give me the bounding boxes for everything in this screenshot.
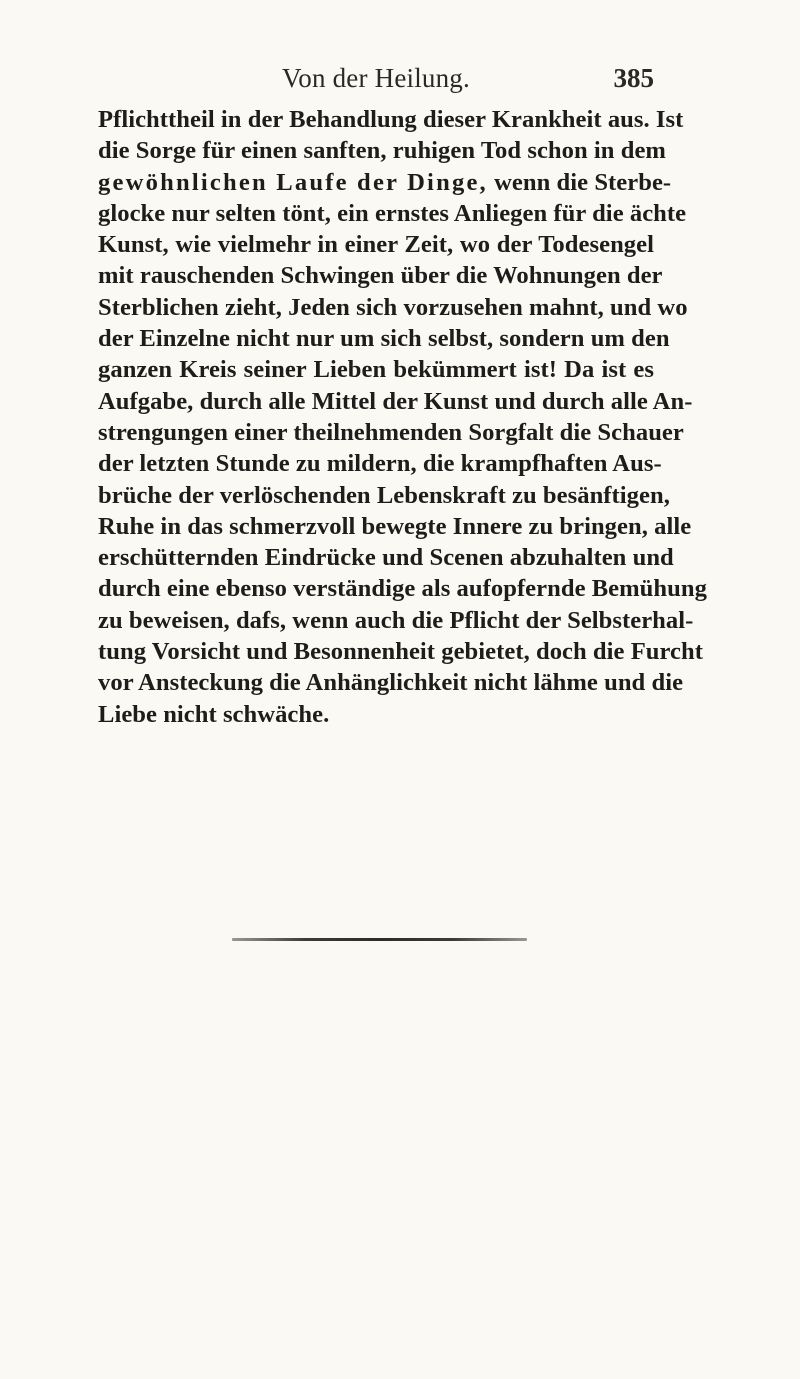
text-line-15: erschütternden Eindrücke und Scenen abzuhalten und <box>98 544 674 572</box>
text-line-17: zu beweisen, dafs, wenn auch die Pflicht der Selbsterhal- <box>98 606 694 634</box>
text-line-5: Kunst, wie vielmehr in einer Zeit, wo der Todesengel <box>98 231 654 259</box>
running-title: Von der Heilung. <box>282 63 470 93</box>
text-line-13: brüche der verlöschenden Lebenskraft zu besänftigen, <box>98 481 670 509</box>
text-line-10: Aufgabe, durch alle Mittel der Kunst und durch alle An- <box>98 387 693 415</box>
page-number: 385 <box>613 63 654 93</box>
body-paragraph <box>98 104 707 730</box>
text-line-12: der letzten Stunde zu mildern, die krampfhaften Aus- <box>98 450 662 478</box>
emphasized-phrase: gewöhnlichen Laufe der Dinge, <box>98 168 488 196</box>
text-line-6: mit rauschenden Schwingen über die Wohnungen der <box>98 262 663 290</box>
running-head <box>98 58 654 98</box>
text-line-16: durch eine ebenso verständige als aufopfernde Bemühung <box>98 575 707 603</box>
text-line-3 <box>98 167 672 198</box>
text-line-20: Liebe nicht schwäche. <box>98 700 330 728</box>
text-line-14: Ruhe in das schmerzvoll bewegte Innere zu bringen, alle <box>98 512 692 540</box>
text-line-19: vor Ansteckung die Anhänglichkeit nicht lähme und die <box>98 669 684 697</box>
text-line-9: ganzen Kreis seiner Lieben bekümmert ist! Da ist es <box>98 356 654 384</box>
text-line-7: Sterblichen zieht, Jeden sich vorzusehen mahnt, und wo <box>98 293 688 321</box>
text-line-4: glocke nur selten tönt, ein ernstes Anliegen für die ächte <box>98 199 687 227</box>
text-line-18: tung Vorsicht und Besonnenheit gebietet, doch die Furcht <box>98 638 703 666</box>
text-line-11: strengungen einer theilnehmenden Sorgfalt die Schauer <box>98 418 684 446</box>
text-line-2: die Sorge für einen sanften, ruhigen Tod schon in dem <box>98 137 666 165</box>
text-line-8: der Einzelne nicht nur um sich selbst, sondern um den <box>98 325 670 353</box>
closing-rule <box>232 938 527 941</box>
text-line-3-rest: wenn die Sterbe- <box>487 168 672 196</box>
text-line-1: Pflichttheil in der Behandlung dieser Krankheit aus. Ist <box>98 106 684 133</box>
